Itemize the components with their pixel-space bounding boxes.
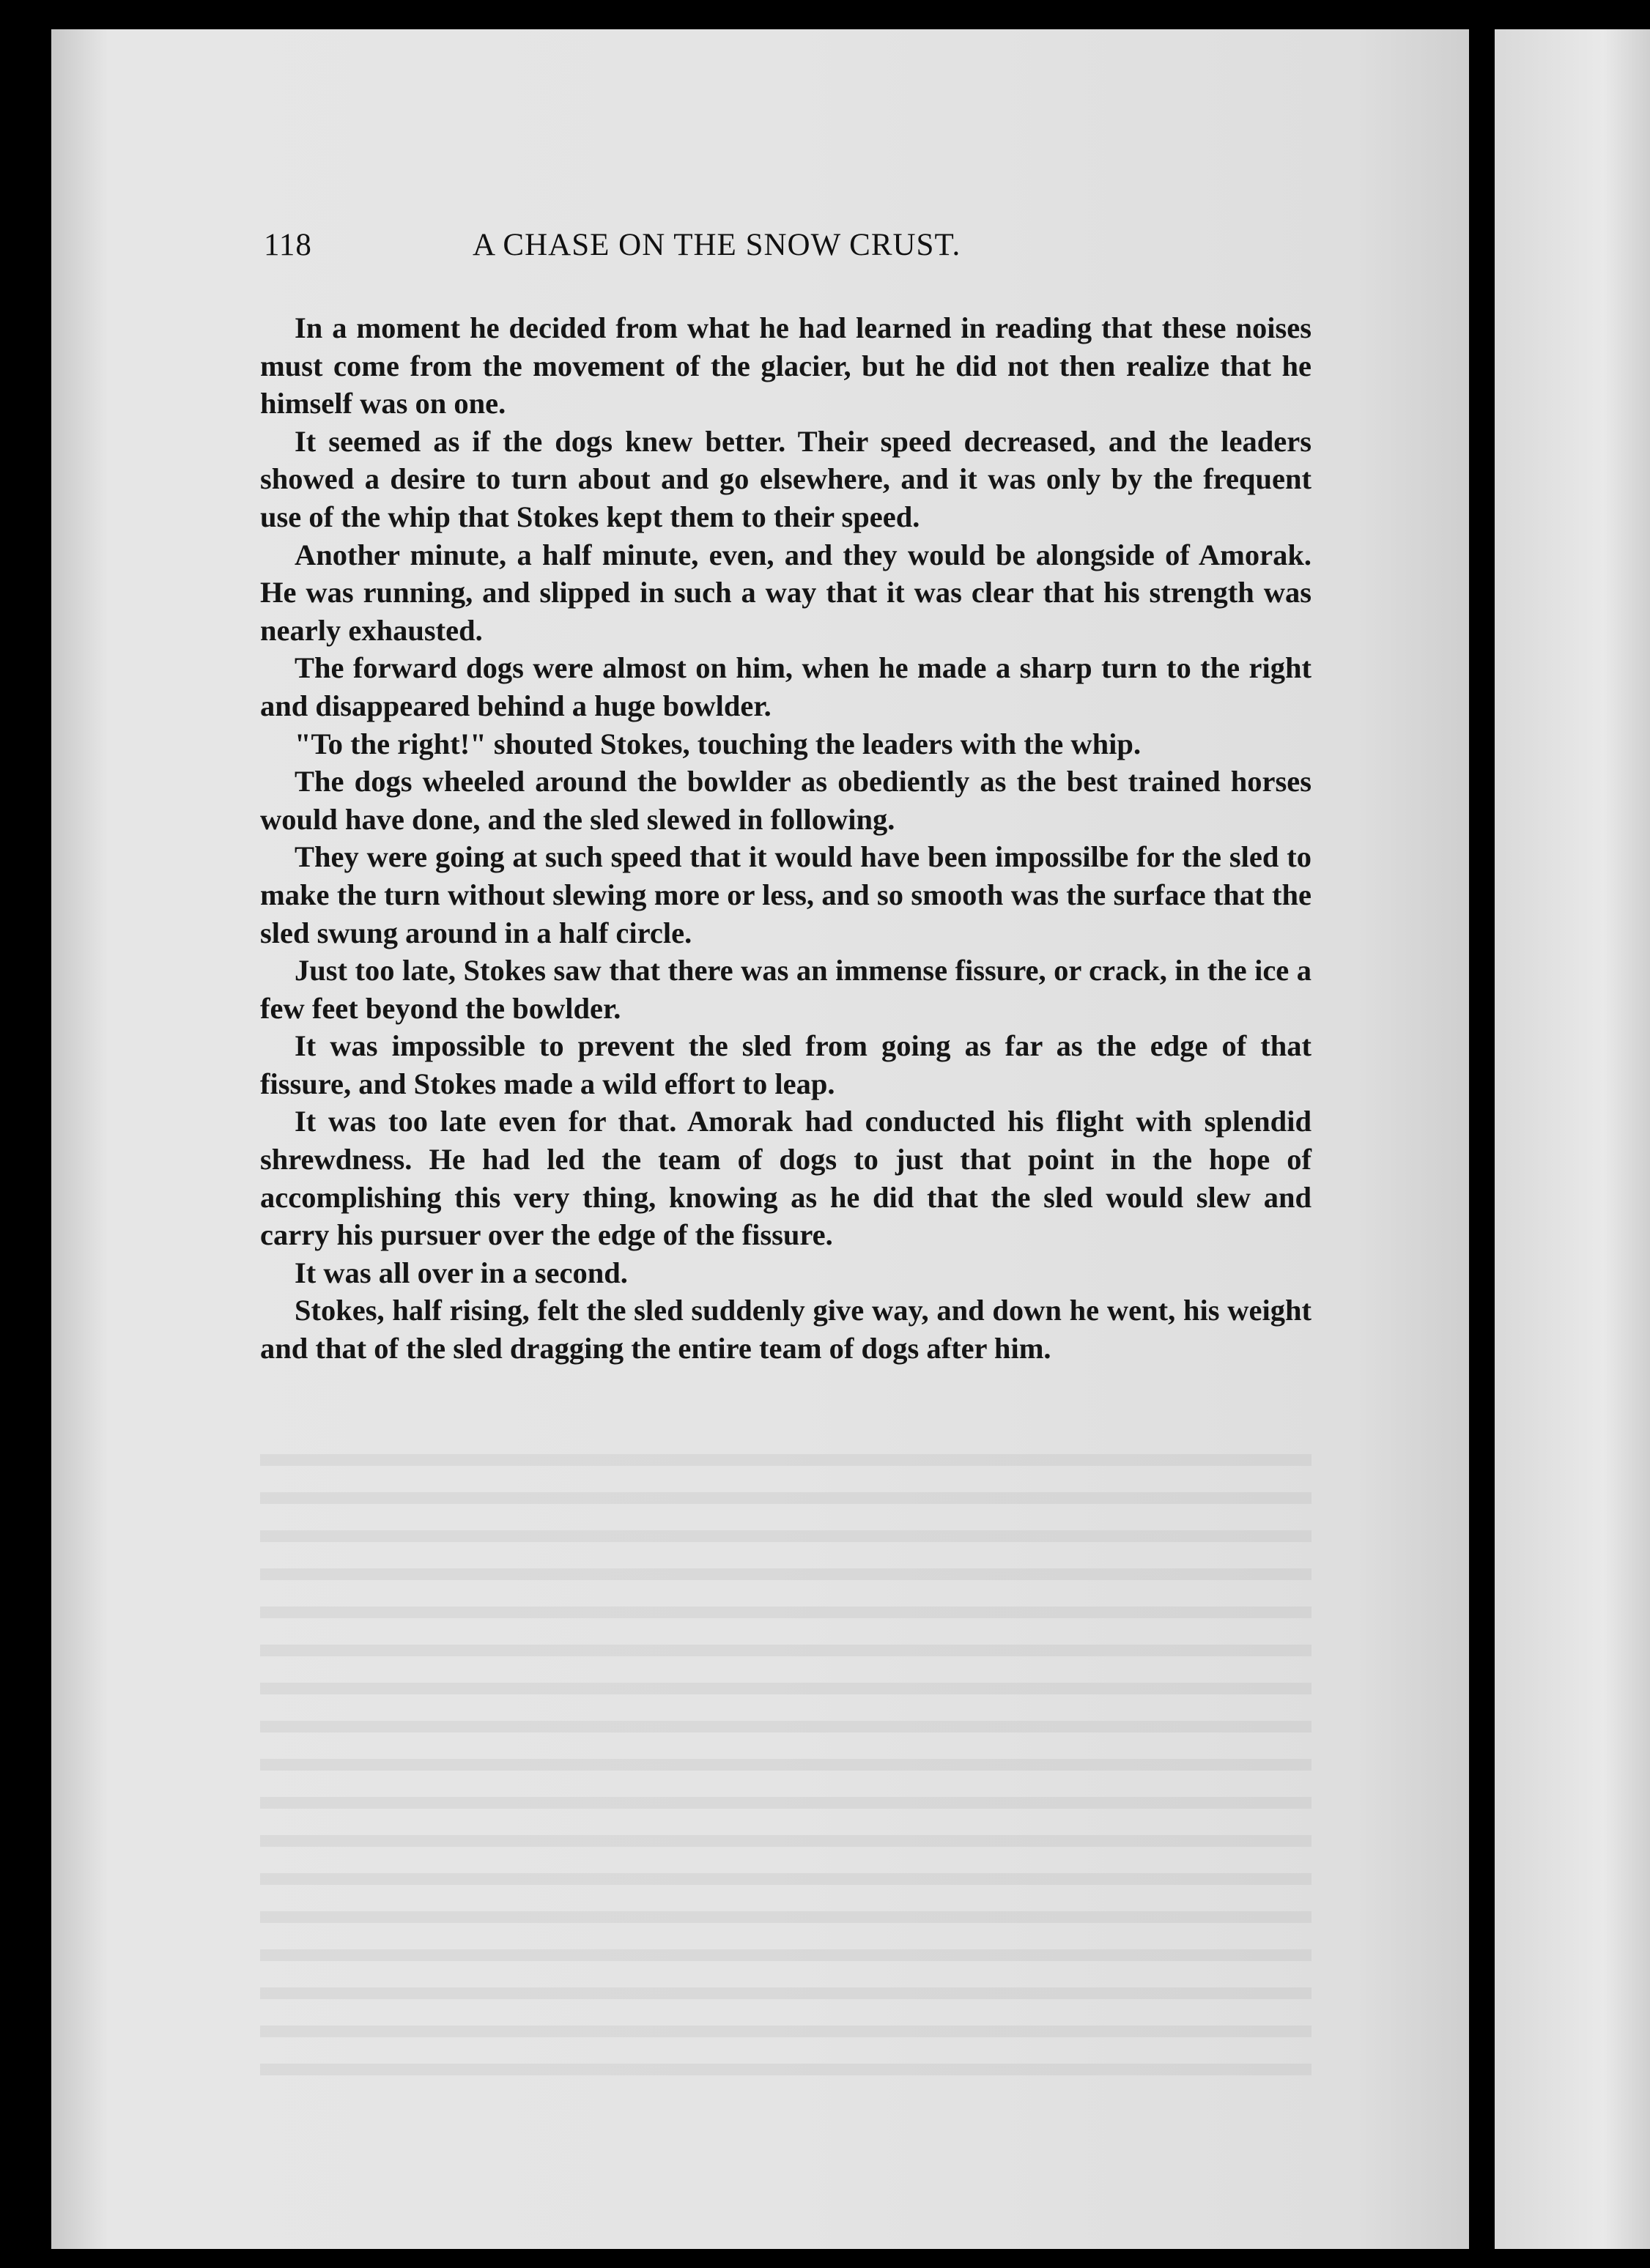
body-text xyxy=(260,309,1312,1368)
paragraph: It seemed as if the dogs knew better. Their speed decreased, and the leaders showed a desire to turn about and go elsewhere, and it was only by the frequent use of the whip that Stokes kept them to their speed. xyxy=(260,424,1312,533)
page-number: 118 xyxy=(264,228,312,262)
paragraph: The forward dogs were almost on him, when he made a sharp turn to the right and disappeared behind a huge bowlder. xyxy=(260,651,1312,722)
paragraph: "To the right!" shouted Stokes, touching the leaders with the whip. xyxy=(295,727,1142,760)
paragraph: It was impossible to prevent the sled from going as far as the edge of that fissure, and Stokes made a wild effort to leap. xyxy=(260,1029,1312,1100)
paragraph: It was too late even for that. Amorak had conducted his flight with splendid shrewdness. He had led the team of dogs to just that point in the hope of accomplishing this very thing, knowing as he did that the sled would slew and carry his pursuer over the edge of the fissure. xyxy=(260,1105,1312,1252)
chapter-title: A CHASE ON THE SNOW CRUST. xyxy=(473,228,961,262)
paragraph: Stokes, half rising, felt the sled suddenly give way, and down he went, his weight and that of the sled dragging the entire team of dogs after him. xyxy=(260,1294,1312,1365)
show-through-bleed xyxy=(260,1432,1312,2091)
paragraph: Another minute, a half minute, even, and they would be alongside of Amorak. He was running, and slipped in such a way that it was clear that his strength was nearly exhausted. xyxy=(260,538,1312,647)
paragraph: In a moment he decided from what he had learned in reading that these noises must come from the movement of the glacier, but he did not then realize that he himself was on one. xyxy=(260,311,1312,420)
paragraph: It was all over in a second. xyxy=(295,1256,628,1289)
paragraph: Just too late, Stokes saw that there was an immense fissure, or crack, in the ice a few feet beyond the bowlder. xyxy=(260,954,1312,1025)
gutter-shadow xyxy=(1469,0,1495,2268)
facing-page-edge xyxy=(1495,29,1650,2249)
paragraph: They were going at such speed that it would have been impossilbe for the sled to make the turn without slewing more or less, and so smooth was the surface that the sled swung around in a half circle. xyxy=(260,840,1312,949)
paragraph: The dogs wheeled around the bowlder as obediently as the best trained horses would have done, and the sled slewed in following. xyxy=(260,765,1312,836)
running-head xyxy=(264,220,1326,278)
